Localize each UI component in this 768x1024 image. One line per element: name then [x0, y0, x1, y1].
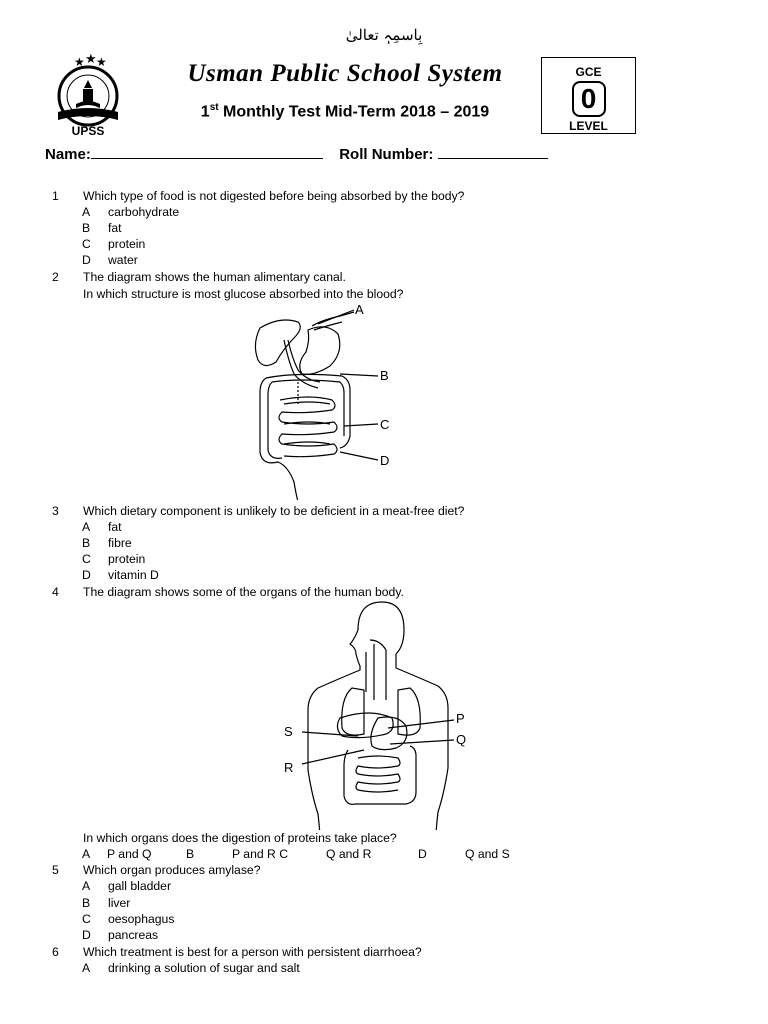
school-name: Usman Public School System	[187, 60, 503, 87]
test-ordinal: 1	[200, 103, 210, 121]
test-title	[160, 102, 530, 121]
option-letter: A	[82, 205, 91, 219]
question-text: Which organ produces amylase?	[83, 863, 261, 877]
question-number: 3	[52, 504, 59, 518]
option-text: vitamin D	[108, 568, 159, 582]
option-text: protein	[108, 552, 146, 566]
student-info-row	[45, 144, 548, 163]
question-number: 5	[52, 863, 59, 877]
option-letter: D	[418, 847, 427, 861]
svg-text:★: ★	[74, 55, 85, 69]
name-label: Name:	[45, 146, 91, 163]
option-text: Q and S	[465, 847, 510, 861]
test-ordinal-sup: st	[209, 102, 219, 113]
option-letter: A	[82, 961, 91, 975]
question-subtext: In which structure is most glucose absorbed into the blood?	[83, 287, 404, 301]
option-letter: D	[82, 928, 91, 942]
question-number: 6	[52, 945, 59, 959]
option-letter: C	[82, 912, 91, 926]
option-text: P and Q	[107, 847, 152, 861]
diagram-label-a: A	[355, 302, 364, 317]
option-text: protein	[108, 237, 146, 251]
level-label: LEVEL	[569, 119, 608, 133]
option-text: liver	[108, 896, 131, 910]
question-number: 4	[52, 585, 59, 599]
logo-text: UPSS	[71, 124, 105, 138]
option-letter: A	[82, 520, 91, 534]
diagram-label-b: B	[380, 368, 389, 383]
question-subtext: In which organs does the digestion of proteins take place?	[83, 831, 397, 845]
gce-label: GCE	[575, 65, 602, 79]
question-text: Which type of food is not digested before being absorbed by the body?	[83, 189, 465, 203]
option-text: P and R C	[232, 847, 289, 861]
option-letter: D	[82, 568, 91, 582]
gce-o-level-badge	[541, 57, 636, 134]
question-text: Which treatment is best for a person with persistent diarrhoea?	[83, 945, 422, 959]
svg-text:★: ★	[85, 52, 97, 67]
diagram-label-q: Q	[456, 732, 467, 747]
option-letter: B	[82, 896, 91, 910]
option-text: fat	[108, 221, 122, 235]
option-text: oesophagus	[108, 912, 175, 926]
question-text: The diagram shows some of the organs of the human body.	[83, 585, 404, 599]
option-text: Q and R	[326, 847, 372, 861]
option-text: carbohydrate	[108, 205, 180, 219]
option-letter: B	[186, 847, 195, 861]
option-text: fibre	[108, 536, 132, 550]
diagram-label-d: D	[380, 453, 390, 468]
human-organs-diagram	[278, 600, 478, 830]
diagram-label-r: R	[284, 760, 294, 775]
roll-number-label: Roll Number:	[339, 146, 434, 163]
question-number: 1	[52, 189, 59, 203]
o-level-mark: 0	[572, 81, 606, 117]
diagram-label-p: P	[456, 711, 465, 726]
option-text: pancreas	[108, 928, 159, 942]
option-text: fat	[108, 520, 122, 534]
alimentary-canal-diagram	[240, 300, 400, 500]
name-field[interactable]	[91, 144, 323, 159]
option-text: water	[108, 253, 138, 267]
option-letter: C	[82, 552, 91, 566]
bismillah-text: بِاسمِہٖ تعالیٰ	[345, 26, 423, 44]
option-letter: B	[82, 221, 91, 235]
svg-text:★: ★	[96, 55, 107, 69]
option-letter: A	[82, 879, 91, 893]
option-text: gall bladder	[108, 879, 172, 893]
question-text: Which dietary component is unlikely to be deficient in a meat-free diet?	[83, 504, 465, 518]
option-letter: C	[82, 237, 91, 251]
option-letter: A	[82, 847, 91, 861]
school-logo	[42, 52, 134, 138]
option-letter: D	[82, 253, 91, 267]
option-letter: B	[82, 536, 91, 550]
diagram-label-c: C	[380, 417, 390, 432]
test-title-text: Monthly Test Mid-Term 2018 – 2019	[218, 103, 490, 121]
option-text: drinking a solution of sugar and salt	[108, 961, 300, 975]
question-text: The diagram shows the human alimentary canal.	[83, 270, 346, 284]
diagram-label-s: S	[284, 724, 293, 739]
question-number: 2	[52, 270, 59, 284]
roll-number-field[interactable]	[438, 144, 548, 159]
